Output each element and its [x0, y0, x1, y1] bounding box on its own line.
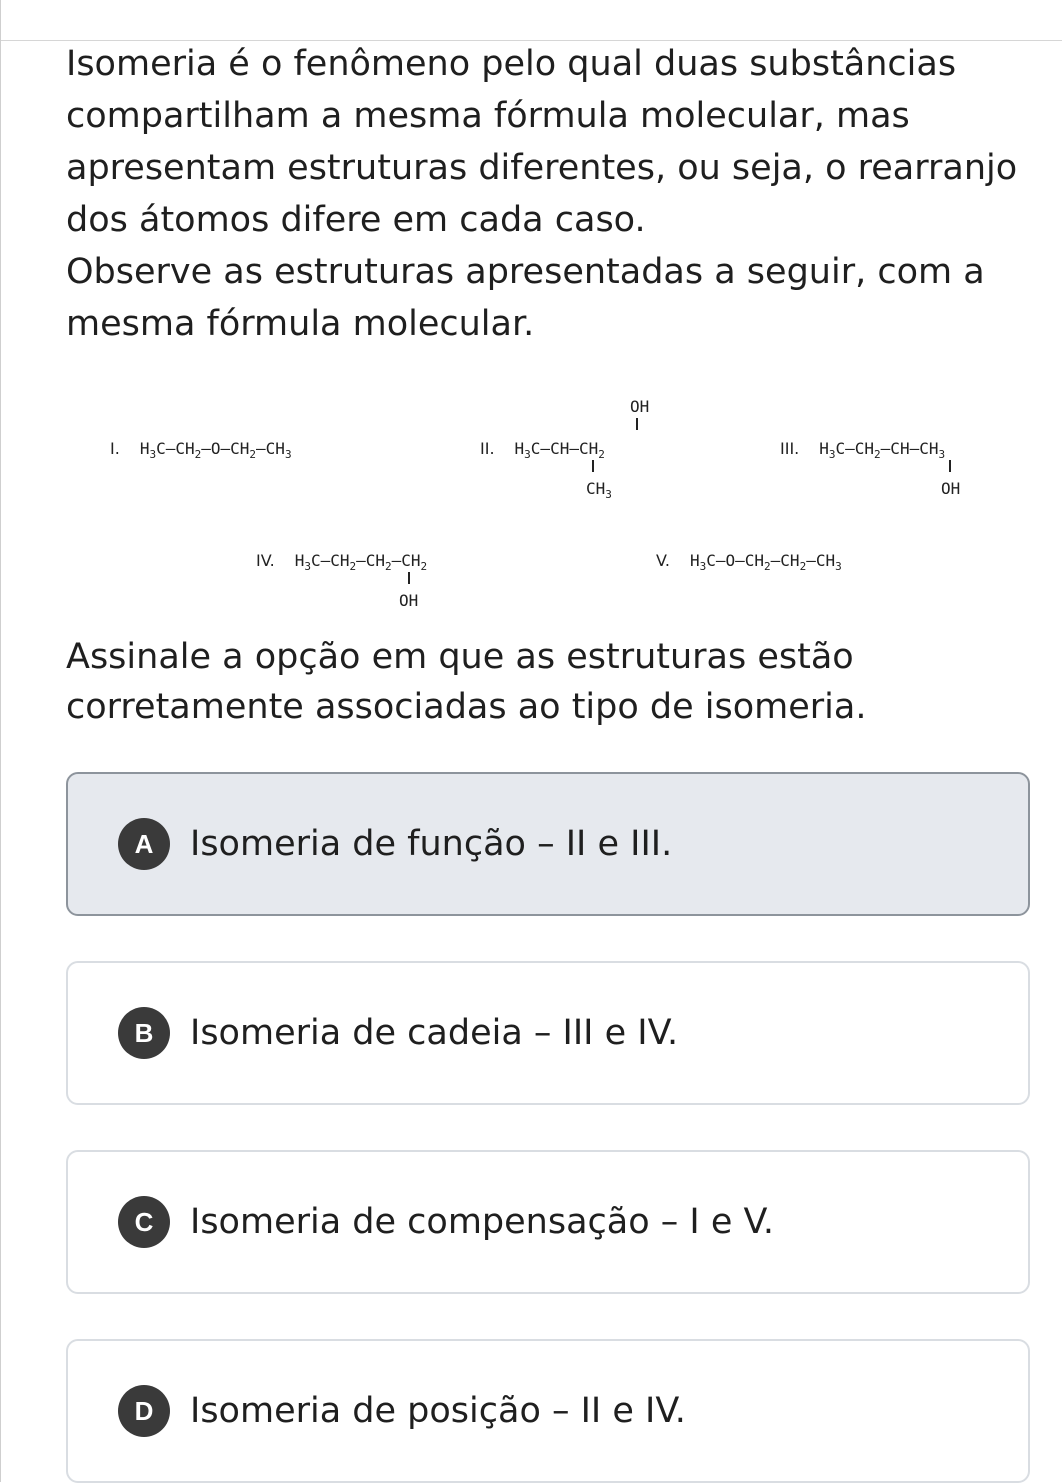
- option-a[interactable]: [66, 772, 1030, 916]
- option-c[interactable]: [66, 1150, 1030, 1294]
- intro-text: [66, 38, 1041, 350]
- structure-2-label: II.: [480, 439, 495, 458]
- structure-3-label: III.: [780, 439, 800, 458]
- option-a-badge: A: [118, 818, 170, 870]
- intro-paragraph-2: Observe as estruturas apresentadas a seguir, com a mesma fórmula molecular.: [66, 252, 985, 344]
- option-b-badge: B: [118, 1007, 170, 1059]
- structure-4-formula: $H_3C—CH_2—CH_2—CH_2$: [294, 551, 428, 574]
- structure-1-label: I.: [110, 439, 120, 458]
- option-b[interactable]: [66, 961, 1030, 1105]
- structure-5: [656, 551, 842, 573]
- structure-4-bond-down: [408, 572, 410, 584]
- option-a-text: Isomeria de função – II e III.: [190, 824, 673, 864]
- option-c-badge: C: [118, 1196, 170, 1248]
- intro-paragraph-1: Isomeria é o fenômeno pelo qual duas substâncias compartilham a mesma fórmula molecular, mas apresentam estruturas diferentes, ou seja, o rearranjo dos átomos difere em cada caso.: [66, 44, 1018, 240]
- structure-5-label: V.: [656, 551, 670, 570]
- option-c-text: Isomeria de compensação – I e V.: [190, 1202, 775, 1242]
- structure-4: [256, 551, 427, 573]
- left-edge: [0, 0, 1, 1482]
- structure-2-formula: $H_3C—CH—CH_2$: [514, 439, 605, 462]
- structure-2-bond-down: [592, 460, 594, 472]
- structure-1-formula: $H_3C—CH_2—O—CH_2—CH_3$: [139, 439, 292, 462]
- option-d-text: Isomeria de posição – II e IV.: [190, 1391, 686, 1431]
- structure-3-oh: OH: [941, 479, 961, 498]
- structure-4-label: IV.: [256, 551, 275, 570]
- structure-5-formula: $H_3C—O—CH_2—CH_2—CH_3$: [689, 551, 842, 574]
- structure-2-oh: OH: [630, 397, 650, 416]
- structure-2: [480, 439, 605, 461]
- question-text: Assinale a opção em que as estruturas estão corretamente associadas ao tipo de isomeria.: [66, 637, 867, 727]
- option-d-badge: D: [118, 1385, 170, 1437]
- structure-2-bond-up: [636, 418, 638, 430]
- structure-2-ch3: $CH_3$: [586, 479, 612, 502]
- structure-3: [780, 439, 945, 461]
- option-d[interactable]: [66, 1339, 1030, 1483]
- structure-3-formula: $H_3C—CH_2—CH—CH_3$: [819, 439, 946, 462]
- option-b-text: Isomeria de cadeia – III e IV.: [190, 1013, 679, 1053]
- structure-4-oh: OH: [399, 591, 419, 610]
- structure-1: [110, 439, 292, 461]
- structure-3-bond-down: [949, 460, 951, 472]
